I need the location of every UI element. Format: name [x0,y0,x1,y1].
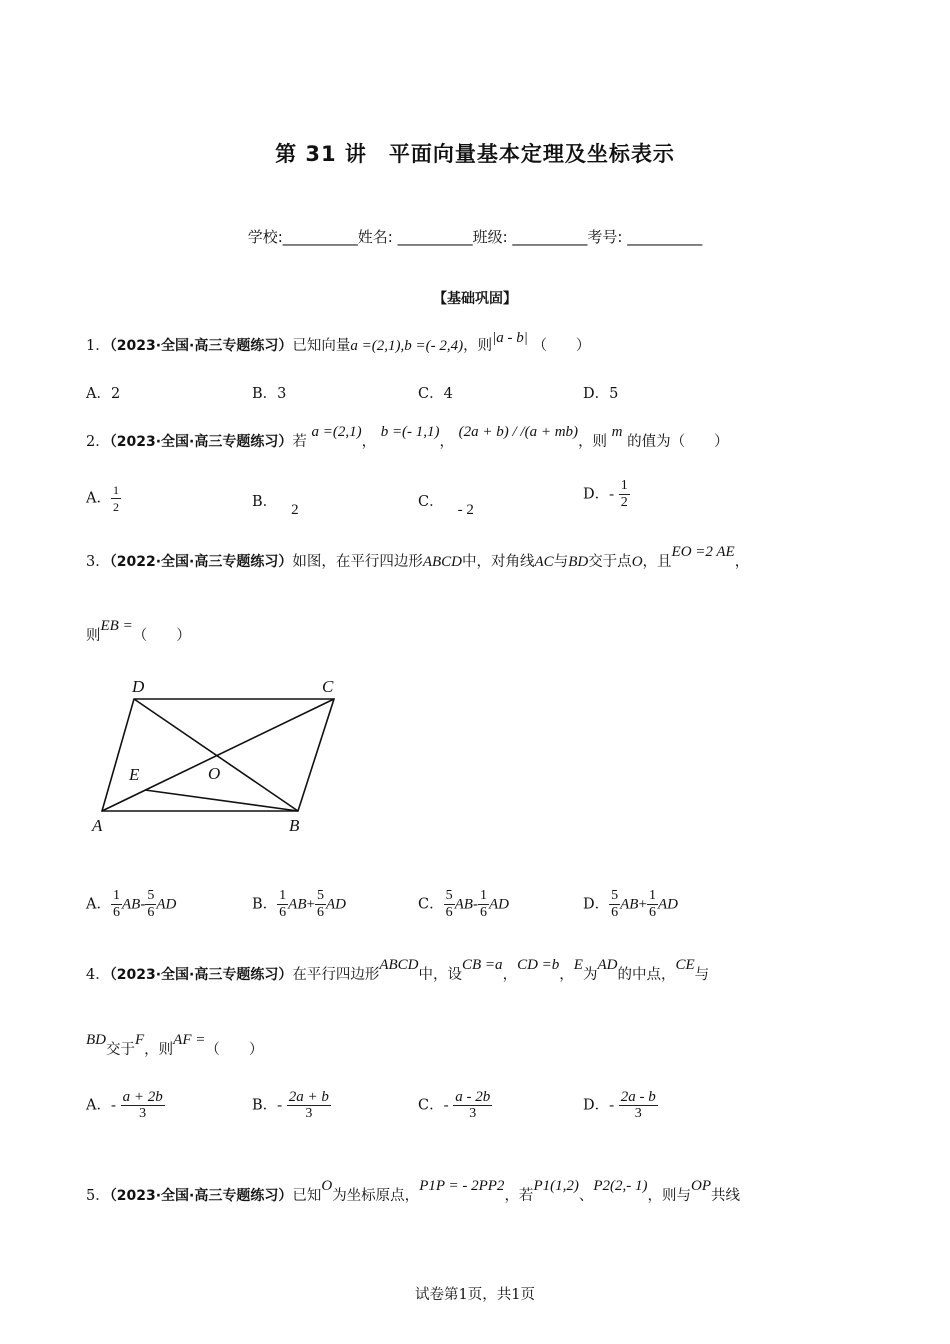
q1-source: （2023·全国·高三专题练习） [109,338,293,354]
question-4: 4．（2023·全国·高三专题练习）在平行四边形ABCD中，设CB =a，CD =b，E为AD的中点，CE与 [86,957,710,983]
q1-option-b: B．3 [252,386,287,402]
q3-option-d: D． $\frac{5}{6}$ AB+ $\frac{1}{6}$ AD [583,888,678,920]
q3-option-a: A． $\frac{1}{6}$ AB- $\frac{5}{6}$ AD [86,888,177,920]
q2-option-d: D．- $\frac{1}{2}$ [583,478,628,510]
q2-option-c: C． - 2 [418,494,474,518]
q2-option-a: A． $\frac{1}{2}$ [86,483,119,514]
q1-option-d: D．5 [583,386,619,402]
q3-option-c: C． $\frac{5}{6}$ AB- $\frac{1}{6}$ AD [418,888,509,920]
diagonal-bd [134,699,298,811]
diagonal-ac [102,699,334,811]
q2-option-b: B． 2 [252,494,299,518]
question-1: 1．（2023·全国·高三专题练习）已知向量a =(2,1),b =(- 2,4)，则|a - b| （ ） [86,330,591,354]
label-a: A [92,816,103,835]
q1-vectors: a =(2,1),b =(- 2,4) [350,338,464,354]
label-c: C [322,677,334,696]
q4-option-c: C．- $\frac{a - 2b}{3}$ [418,1089,491,1121]
label-b: B [289,816,300,835]
q4-source: （2023·全国·高三专题练习） [109,967,293,983]
label-o: O [208,764,221,783]
parallelogram-figure [86,672,356,842]
page-footer: 试卷第1页，共1页 [415,1287,535,1303]
q5-source: （2023·全国·高三专题练习） [109,1188,293,1204]
page-title: 第 31 讲 平面向量基本定理及坐标表示 [275,142,675,166]
segment-eb [145,790,298,811]
q3-condition: EO =2 AE [671,544,735,560]
q1-option-c: C．4 [418,386,453,402]
question-3: 3．（2022·全国·高三专题练习）如图，在平行四边形ABCD中，对角线AC与BD交于点O，且EO =2 AE， [86,544,750,570]
q3-option-b: B． $\frac{1}{6}$ AB+ $\frac{5}{6}$ AD [252,888,346,920]
question-2: 2．（2023·全国·高三专题练习）若 a =(2,1)， b =(- 1,1)， (2a + b) / /(a + mb)，则 m 的值为（ ） [86,424,729,450]
q4-option-b: B．- $\frac{2a + b}{3}$ [252,1089,329,1121]
question-5: 5．（2023·全国·高三专题练习）已知O为坐标原点，P1P = - 2PP2，若P1(1,2)、P2(2,- 1)，则与OP共线 [86,1178,740,1204]
student-info-line: 学校:__________姓名: __________班级: __________考号: __________ [247,228,703,246]
q1-abs: |a - b| [492,330,528,346]
q3-source: （2022·全国·高三专题练习） [109,554,293,570]
q4-option-d: D．- $\frac{2a - b}{3}$ [583,1089,656,1121]
question-3-cont: 则EB =（ ） [86,618,191,644]
q1-option-a: A．2 [86,386,121,402]
label-d: D [132,677,145,696]
section-heading: 【基础巩固】 [433,291,517,307]
question-4-cont: BD交于F，则AF =（ ） [86,1032,264,1058]
label-e: E [129,765,140,784]
q4-option-a: A．- $\frac{a + 2b}{3}$ [86,1089,163,1121]
q2-source: （2023·全国·高三专题练习） [109,434,293,450]
